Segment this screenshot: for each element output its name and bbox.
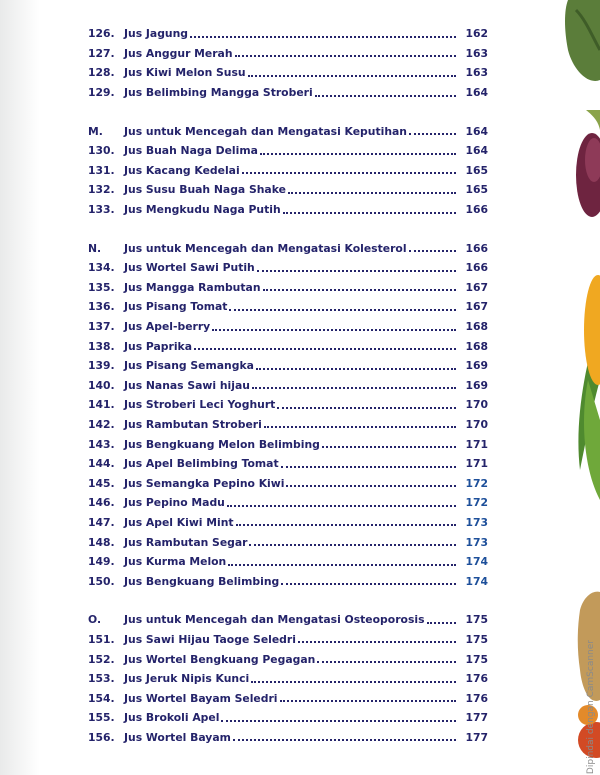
entry-page-number: 175 — [465, 613, 488, 627]
entry-title: Jus Kurma Melon — [124, 555, 227, 569]
toc-entry — [88, 493, 488, 513]
toc-entry — [88, 180, 488, 200]
toc-entry — [88, 376, 488, 396]
entry-page-number: 164 — [465, 124, 488, 138]
entry-title: Jus Apel Kiwi Mint — [124, 515, 234, 529]
entry-number: 147. — [88, 515, 115, 529]
entry-number: 152. — [88, 652, 115, 666]
table-of-contents — [88, 24, 488, 747]
toc-entry — [88, 708, 488, 728]
entry-title: Jus Sawi Hijau Taoge Seledri — [124, 632, 296, 646]
entry-number: 127. — [88, 46, 115, 60]
entry-page-number: 164 — [465, 144, 488, 158]
toc-entry — [88, 552, 488, 572]
toc-entry — [88, 454, 488, 474]
entry-page-number: 170 — [465, 398, 488, 412]
entry-page-number: 169 — [465, 359, 488, 373]
entry-page-number: 173 — [465, 535, 488, 549]
dot-leader — [280, 690, 457, 702]
orange-fruit — [584, 275, 600, 385]
dot-leader — [190, 26, 456, 38]
entry-title: Jus Mangga Rambutan — [124, 280, 261, 294]
dot-leader — [409, 240, 456, 252]
entry-title: Jus Wortel Sawi Putih — [124, 261, 255, 275]
entry-title: Jus Bengkuang Belimbing — [124, 574, 280, 588]
dot-leader — [409, 123, 456, 135]
toc-entry — [88, 356, 488, 376]
section-gap — [88, 591, 488, 610]
entry-page-number: 165 — [465, 163, 488, 177]
entry-title: Jus Susu Buah Naga Shake — [124, 183, 286, 197]
dot-leader — [235, 45, 456, 57]
entry-page-number: 165 — [465, 183, 488, 197]
toc-entry — [88, 317, 488, 337]
entry-page-number: 177 — [465, 711, 488, 725]
entry-number: 150. — [88, 574, 115, 588]
entry-title: Jus Mengkudu Naga Putih — [124, 203, 281, 217]
entry-number: 141. — [88, 398, 115, 412]
toc-entry — [88, 434, 488, 454]
dot-leader — [286, 475, 456, 487]
entry-number: 145. — [88, 476, 115, 490]
entry-number: N. — [88, 241, 102, 255]
entry-page-number: 172 — [465, 476, 488, 490]
entry-page-number: 162 — [465, 27, 488, 41]
entry-page-number: 174 — [465, 574, 488, 588]
entry-number: 155. — [88, 711, 115, 725]
entry-page-number: 166 — [465, 261, 488, 275]
toc-entry — [88, 415, 488, 435]
entry-title: Jus Paprika — [124, 339, 193, 353]
entry-number: 140. — [88, 378, 115, 392]
dot-leader — [260, 143, 456, 155]
dot-leader — [256, 358, 456, 370]
entry-title: Jus Belimbing Mangga Stroberi — [124, 86, 313, 100]
entry-title: Jus Rambutan Segar — [124, 535, 248, 549]
toc-entry — [88, 630, 488, 650]
toc-entry — [88, 688, 488, 708]
toc-entry — [88, 24, 488, 44]
dot-leader — [236, 514, 456, 526]
dot-leader — [248, 65, 456, 77]
entry-number: O. — [88, 613, 102, 627]
entry-title: Jus Stroberi Leci Yoghurt — [124, 398, 276, 412]
entry-number: 138. — [88, 339, 115, 353]
dot-leader — [283, 202, 456, 214]
toc-section-heading — [88, 238, 488, 258]
toc-entry — [88, 669, 488, 689]
entry-title: Jus Brokoli Apel — [124, 711, 220, 725]
entry-title: Jus untuk Mencegah dan Mengatasi Keputihan — [124, 124, 407, 138]
entry-page-number: 173 — [465, 515, 488, 529]
entry-page-number: 175 — [465, 652, 488, 666]
entry-title: Jus Wortel Bengkuang Pegagan — [124, 652, 316, 666]
entry-title: Jus Pisang Tomat — [124, 300, 228, 314]
entry-number: 136. — [88, 300, 115, 314]
entry-page-number: 168 — [465, 339, 488, 353]
toc-entry — [88, 200, 488, 220]
entry-page-number: 166 — [465, 203, 488, 217]
dot-leader — [212, 319, 456, 331]
dot-leader — [315, 85, 456, 97]
toc-section-heading — [88, 610, 488, 630]
dot-leader — [229, 299, 456, 311]
entry-number: 142. — [88, 417, 115, 431]
entry-number: 130. — [88, 144, 115, 158]
entry-title: Jus Pepino Madu — [124, 496, 225, 510]
scanner-watermark: Dipindai dengan CamScanner — [586, 640, 596, 775]
dot-leader — [317, 651, 456, 663]
entry-number: 135. — [88, 280, 115, 294]
dot-leader — [221, 710, 456, 722]
entry-title: Jus Buah Naga Delima — [124, 144, 258, 158]
entry-number: 128. — [88, 66, 115, 80]
entry-number: 134. — [88, 261, 115, 275]
entry-title: Jus Jeruk Nipis Kunci — [124, 672, 250, 686]
entry-page-number: 164 — [465, 86, 488, 100]
entry-page-number: 175 — [465, 632, 488, 646]
entry-number: 132. — [88, 183, 115, 197]
dot-leader — [263, 279, 456, 291]
entry-number: 139. — [88, 359, 115, 373]
entry-page-number: 176 — [465, 672, 488, 686]
entry-number: 137. — [88, 320, 115, 334]
dot-leader — [252, 377, 456, 389]
toc-entry — [88, 63, 488, 83]
entry-number: 153. — [88, 672, 115, 686]
toc-entry — [88, 161, 488, 181]
section-gap — [88, 102, 488, 121]
toc-entry — [88, 44, 488, 64]
toc-entry — [88, 258, 488, 278]
entry-title: Jus Apel-berry — [124, 320, 211, 334]
entry-number: 133. — [88, 203, 115, 217]
entry-title: Jus Anggur Merah — [124, 46, 233, 60]
toc-entry — [88, 395, 488, 415]
toc-entry — [88, 532, 488, 552]
entry-page-number: 168 — [465, 320, 488, 334]
entry-page-number: 166 — [465, 241, 488, 255]
toc-entry — [88, 278, 488, 298]
entry-title: Jus untuk Mencegah dan Mengatasi Kolesterol — [124, 241, 407, 255]
dot-leader — [322, 436, 456, 448]
dot-leader — [298, 631, 456, 643]
entry-page-number: 171 — [465, 457, 488, 471]
entry-title: Jus Semangka Pepino Kiwi — [124, 476, 285, 490]
toc-entry — [88, 336, 488, 356]
entry-title: Jus Wortel Bayam Seledri — [124, 691, 278, 705]
toc-entry — [88, 297, 488, 317]
entry-page-number: 167 — [465, 300, 488, 314]
dot-leader — [249, 534, 456, 546]
entry-page-number: 170 — [465, 417, 488, 431]
entry-title: Jus Kacang Kedelai — [124, 163, 240, 177]
toc-entry — [88, 728, 488, 748]
entry-page-number: 177 — [465, 730, 488, 744]
entry-title: Jus Bengkuang Melon Belimbing — [124, 437, 320, 451]
entry-title: Jus Rambutan Stroberi — [124, 417, 262, 431]
entry-number: 126. — [88, 27, 115, 41]
dot-leader — [257, 260, 456, 272]
entry-number: 149. — [88, 555, 115, 569]
dot-leader — [228, 554, 456, 566]
entry-page-number: 163 — [465, 46, 488, 60]
entry-page-number: 172 — [465, 496, 488, 510]
dot-leader — [281, 456, 456, 468]
dot-leader — [427, 612, 457, 624]
toc-section-heading — [88, 121, 488, 141]
entry-number: 151. — [88, 632, 115, 646]
toc-entry — [88, 513, 488, 533]
entry-page-number: 171 — [465, 437, 488, 451]
dot-leader — [233, 729, 456, 741]
entry-page-number: 163 — [465, 66, 488, 80]
entry-number: 146. — [88, 496, 115, 510]
entry-number: 131. — [88, 163, 115, 177]
toc-entry — [88, 649, 488, 669]
section-gap — [88, 219, 488, 238]
entry-title: Jus Nanas Sawi hijau — [124, 378, 250, 392]
entry-number: 129. — [88, 86, 115, 100]
entry-number: 143. — [88, 437, 115, 451]
entry-title: Jus Jagung — [124, 27, 189, 41]
dot-leader — [194, 338, 456, 350]
entry-page-number: 169 — [465, 378, 488, 392]
dot-leader — [251, 671, 456, 683]
dot-leader — [227, 495, 456, 507]
dot-leader — [281, 573, 456, 585]
entry-title: Jus untuk Mencegah dan Mengatasi Osteoporosis — [124, 613, 425, 627]
entry-page-number: 174 — [465, 555, 488, 569]
toc-entry — [88, 83, 488, 103]
entry-number: 156. — [88, 730, 115, 744]
entry-number: 154. — [88, 691, 115, 705]
entry-title: Jus Pisang Semangka — [124, 359, 254, 373]
entry-page-number: 167 — [465, 280, 488, 294]
entry-title: Jus Kiwi Melon Susu — [124, 66, 246, 80]
toc-entry — [88, 473, 488, 493]
dot-leader — [264, 416, 456, 428]
entry-number: 148. — [88, 535, 115, 549]
toc-entry — [88, 141, 488, 161]
dot-leader — [277, 397, 456, 409]
entry-title: Jus Wortel Bayam — [124, 730, 231, 744]
entry-page-number: 176 — [465, 691, 488, 705]
entry-number: M. — [88, 124, 103, 138]
entry-number: 144. — [88, 457, 115, 471]
dot-leader — [242, 162, 456, 174]
entry-title: Jus Apel Belimbing Tomat — [124, 457, 279, 471]
dot-leader — [288, 182, 456, 194]
toc-entry — [88, 571, 488, 591]
